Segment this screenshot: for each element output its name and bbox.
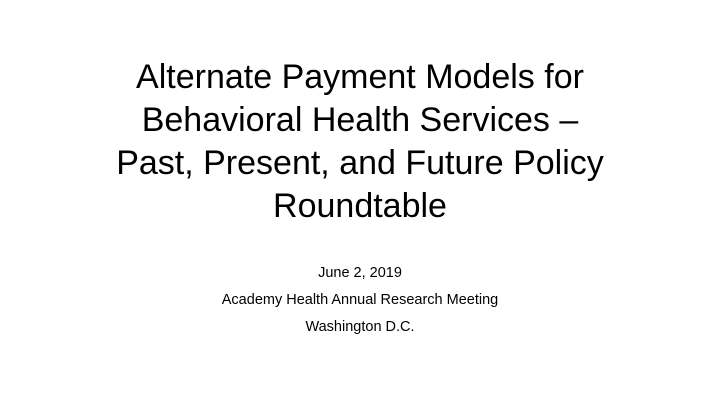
event-name-text: Academy Health Annual Research Meeting — [221, 292, 499, 308]
slide-subtitle — [60, 260, 660, 341]
location-text: Washington D.C. — [305, 319, 415, 335]
date-text: June 2, 2019 — [318, 265, 402, 281]
title-line: Behavioral Health Services – — [141, 101, 579, 139]
title-line: Roundtable — [273, 187, 447, 225]
title-line: Past, Present, and Future Policy — [116, 144, 604, 182]
slide-title — [60, 56, 660, 228]
title-line: Alternate Payment Models for — [136, 58, 584, 96]
